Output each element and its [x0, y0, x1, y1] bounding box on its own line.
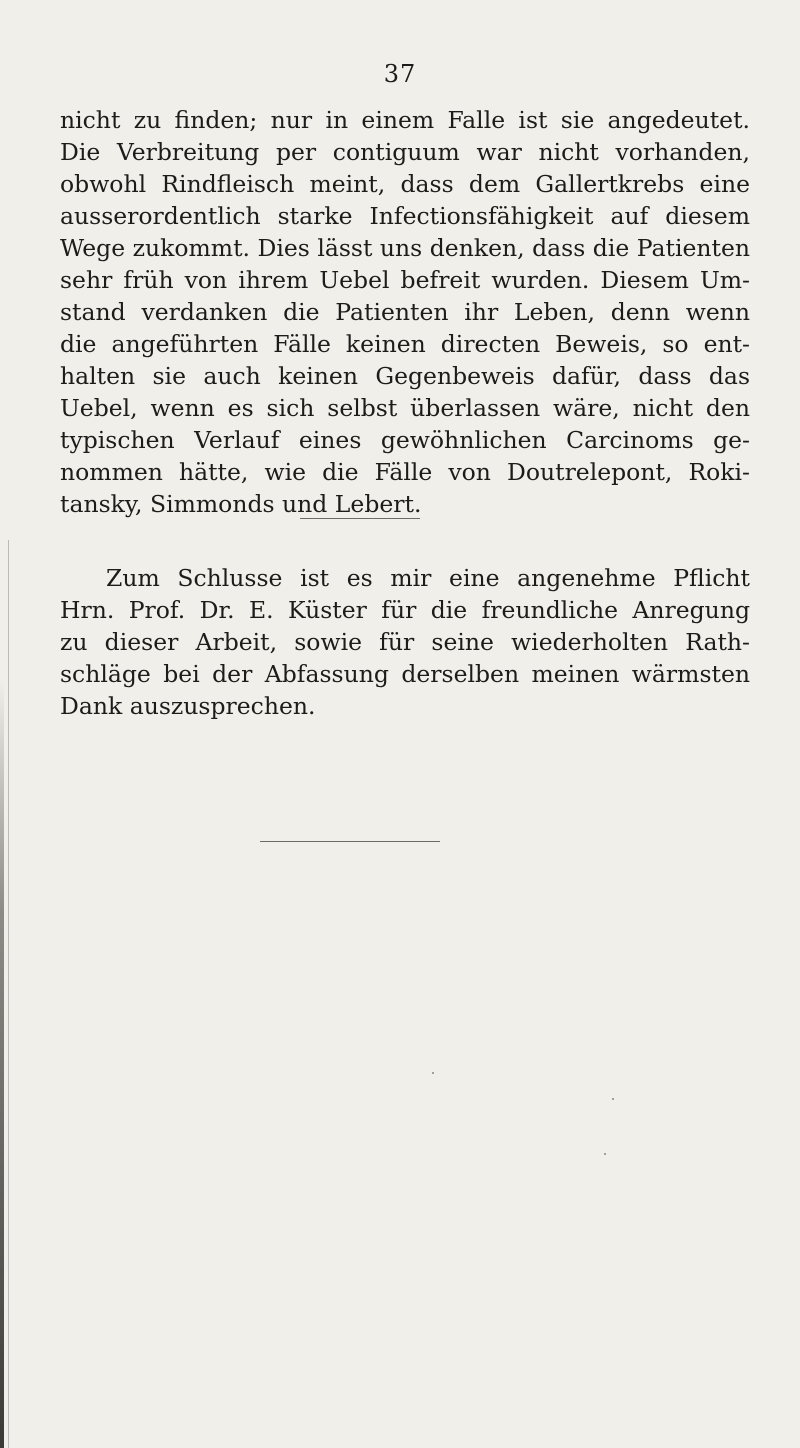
text-line: Dank auszusprechen.	[60, 692, 316, 720]
text-line: stand verdanken die Patienten ihr Leben, denn wenn	[60, 298, 750, 326]
text-line: Zum Schlusse ist es mir eine angenehme Pflicht	[106, 564, 750, 592]
text-line: Hrn. Prof. Dr. E. Küster für die freundliche Anregung	[60, 596, 750, 624]
text-line: Die Verbreitung per contiguum war nicht vorhanden,	[60, 138, 750, 166]
text-line: Wege zukommt. Dies lässt uns denken, dass die Patienten	[60, 234, 750, 262]
text-line: obwohl Rindfleisch meint, dass dem Gallertkrebs eine	[60, 170, 750, 198]
text-line: nommen hätte, wie die Fälle von Doutrelepont, Roki-	[60, 458, 750, 486]
text-line: sehr früh von ihrem Uebel befreit wurden. Diesem Um-	[60, 266, 750, 294]
text-line: zu dieser Arbeit, sowie für seine wiederholten Rath-	[60, 628, 750, 656]
text-line: nicht zu finden; nur in einem Falle ist sie angedeutet.	[60, 106, 750, 134]
section-divider	[300, 518, 420, 519]
binding-shadow	[0, 680, 4, 1448]
end-divider	[260, 841, 440, 842]
paper-speck	[432, 1072, 434, 1074]
paper-speck	[612, 1098, 614, 1100]
text-line: ausserordentlich starke Infectionsfähigkeit auf diesem	[60, 202, 750, 230]
text-line: tansky, Simmonds und Lebert.	[60, 490, 422, 518]
text-line: typischen Verlauf eines gewöhnlichen Carcinoms ge-	[60, 426, 750, 454]
text-line: halten sie auch keinen Gegenbeweis dafür, dass das	[60, 362, 750, 390]
text-line: schläge bei der Abfassung derselben meinen wärmsten	[60, 660, 750, 688]
binding-shadow-thin	[8, 540, 9, 1448]
text-line: Uebel, wenn es sich selbst überlassen wäre, nicht den	[60, 394, 750, 422]
paper-speck	[604, 1153, 606, 1155]
text-line: die angeführten Fälle keinen directen Beweis, so ent-	[60, 330, 750, 358]
page-number: 37	[383, 60, 417, 88]
